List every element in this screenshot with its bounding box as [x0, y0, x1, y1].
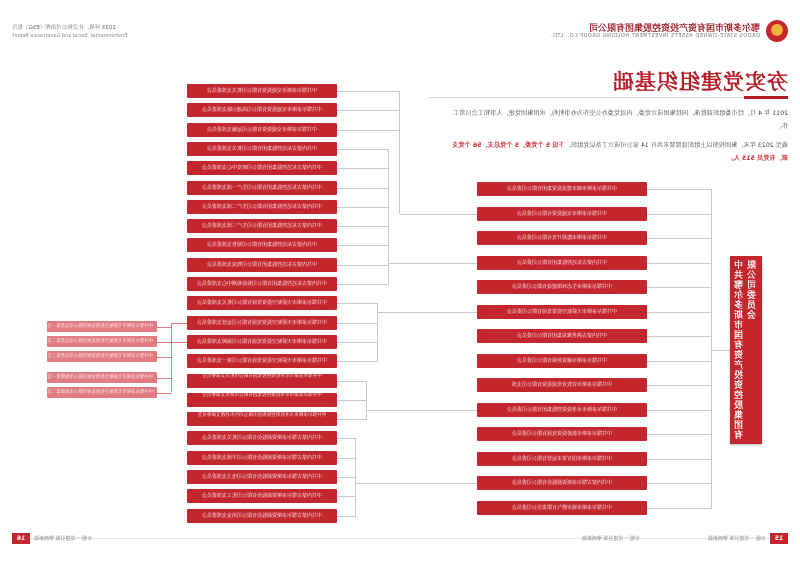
- connector-line: [337, 207, 389, 208]
- connector-line: [378, 312, 477, 313]
- connector-line: [647, 483, 712, 484]
- connector-line: [367, 410, 477, 411]
- stats-paragraph: [448, 139, 788, 165]
- connector-line: [171, 342, 172, 393]
- connector-line: [157, 342, 172, 343]
- connector-line: [389, 263, 477, 264]
- footer-divider: [12, 538, 788, 539]
- org-node-level2: 中共内蒙古东达控股集团有限公司研发中心支部委员会: [187, 161, 337, 175]
- report-title-english: Environmental, Social and Governance Report: [12, 33, 128, 39]
- intro-paragraph: 2011 年 4 月，经市委组织部批准，国投集团成立党委，内设党委办公室作为办事机构，承担集团党建、人事和工会日常工作。: [453, 110, 788, 130]
- stats-text: 截至 2023 年末，集团按照以上组织设置要求共有 14 家公司成立了基层党组织，: [564, 142, 788, 149]
- connector-line: [337, 323, 378, 324]
- connector-line: [337, 168, 389, 169]
- connector-line: [400, 214, 477, 215]
- connector-line: [157, 327, 172, 328]
- org-node-level2: 中共鄂尔多斯市天骄航空投资发展有限公司第一支部委员会: [187, 354, 337, 368]
- connector-line: [377, 303, 378, 361]
- org-node-level1: 中共鄂尔多斯市交通投资有限公司委员会: [477, 207, 647, 221]
- connector-line: [647, 312, 712, 313]
- connector-line: [647, 263, 712, 264]
- connector-line: [647, 287, 712, 288]
- connector-line: [337, 516, 356, 517]
- org-node-level1: 中共鄂尔多斯市生态环境建设有限公司委员会: [477, 280, 647, 294]
- connector-line: [337, 438, 356, 439]
- connector-line: [337, 342, 378, 343]
- org-node-level1: 中共鄂尔多斯市城市建设投资集团有限公司委员会: [477, 182, 647, 196]
- connector-line: [337, 477, 356, 478]
- connector-line: [337, 400, 367, 401]
- org-node-level2: 中共鄂尔多斯市交通投资有限公司高速公路支部委员会: [187, 103, 337, 117]
- org-node-level2: 中共内蒙古鄂尔多斯资源股份有限公司冶金支部委员会: [187, 509, 337, 523]
- org-node-level2: 中共鄂尔多斯市水务投资控股集团有限公司供水支部委员会: [187, 393, 337, 407]
- connector-line: [337, 110, 400, 111]
- stats-highlight: 下设 5 个党委，5 个党总支，56 个党支部，有党员 515 人。: [452, 142, 788, 162]
- connector-line: [647, 385, 712, 386]
- connector-line: [337, 149, 389, 150]
- org-node-level3: 中共鄂尔多斯市天骄航空投资发展有限公司保障第一支部委员会: [47, 372, 157, 383]
- connector-line: [647, 508, 712, 509]
- company-logo-icon: [766, 20, 788, 42]
- connector-line: [647, 214, 712, 215]
- connector-line: [337, 458, 356, 459]
- org-node-level2: 中共内蒙古东达控股集团有限公司生产二部支部委员会: [187, 200, 337, 214]
- org-node-level2: 中共内蒙古东达控股集团有限公司机关支部委员会: [187, 142, 337, 156]
- connector-line: [157, 357, 172, 358]
- footer-section-label-mid: 专题一 党建引领 擘画新篇: [581, 536, 640, 542]
- connector-line: [337, 303, 378, 304]
- connector-line: [647, 459, 712, 460]
- connector-line: [337, 265, 389, 266]
- connector-line: [337, 419, 367, 420]
- org-node-level3: 中共鄂尔多斯市天骄航空投资发展有限公司保障第二支部委员会: [47, 387, 157, 398]
- page-number-right: 16: [12, 533, 30, 544]
- connector-line: [647, 189, 712, 190]
- org-node-level1: 中共鄂尔多斯市农牧业发展投资有限公司支部: [477, 378, 647, 392]
- org-node-level3: 中共鄂尔多斯市天骄航空投资发展有限公司运营第二支部委员会: [47, 336, 157, 347]
- connector-line: [337, 245, 389, 246]
- org-node-level1: 中共鄂尔多斯市能源开发有限公司委员会: [477, 231, 647, 245]
- connector-line: [647, 238, 712, 239]
- org-node-level2: 中共鄂尔多斯市水务投资控股集团有限公司机关支部委员会: [187, 374, 337, 388]
- company-english-name: ORDOS STATE-OWNED ASSETS INVESTMENT HOLDING GROUP CO., LTD.: [550, 33, 760, 39]
- org-node-level2: 中共内蒙古鄂尔多斯资源股份有限公司羊绒支部委员会: [187, 451, 337, 465]
- connector-line: [712, 350, 730, 351]
- org-node-level1: 中共内蒙古鄂尔多斯资源股份有限公司委员会: [477, 476, 647, 490]
- connector-line: [157, 393, 172, 394]
- title-accent-bar: [744, 96, 788, 99]
- org-node-level2: 中共鄂尔多斯市天骄航空投资发展有限公司保障支部委员会: [187, 335, 337, 349]
- org-node-level2: 中共内蒙古东达控股集团有限公司生产一部支部委员会: [187, 181, 337, 195]
- org-node-level2: 中共内蒙古东达控股集团有限公司检验检测中心支部委员会: [187, 277, 337, 291]
- connector-line: [337, 361, 378, 362]
- org-node-level2: 中共鄂尔多斯市天骄航空投资发展有限公司运营支部委员会: [187, 316, 337, 330]
- title-divider: [428, 97, 788, 98]
- page-number-left: 15: [770, 533, 788, 544]
- org-node-level2: 中共内蒙古鄂尔多斯资源股份有限公司机关支部委员会: [187, 431, 337, 445]
- connector-line: [647, 336, 712, 337]
- org-node-level3: 中共鄂尔多斯市天骄航空投资发展有限公司运营第一支部委员会: [47, 321, 157, 332]
- org-node-level1: 中共鄂尔多斯市旅游投资发展有限公司委员会: [477, 427, 647, 441]
- org-node-level2: 中共内蒙古鄂尔多斯资源股份有限公司电力支部委员会: [187, 470, 337, 484]
- company-name: 鄂尔多斯市国有资产投资控股集团有限公司: [588, 24, 760, 34]
- section-title: 夯实党建组织基础: [612, 70, 788, 94]
- org-node-level2: 中共鄂尔多斯市水务投资控股集团有限公司污水处理支部委员会: [187, 412, 337, 426]
- footer-section-label-right: 专题一 党建引领 擘画新篇: [34, 536, 93, 542]
- connector-line: [337, 381, 367, 382]
- connector-line: [337, 130, 400, 131]
- footer-section-label-left: 专题一 党建引领 擘画新篇: [707, 536, 766, 542]
- report-title: 2023 环境、社会和公司治理（ESG）报告: [12, 25, 116, 31]
- connector-line: [711, 189, 712, 508]
- org-node-level1: 中共鄂尔多斯市融资担保有限公司委员会: [477, 354, 647, 368]
- org-node-level2: 中共鄂尔多斯市交通投资有限公司运输支部委员会: [187, 123, 337, 137]
- org-node-level1: 中共鄂尔多斯市水务投资控股集团有限公司委员会: [477, 403, 647, 417]
- connector-line: [337, 496, 356, 497]
- org-node-level2: 中共内蒙古东达控股集团有限公司销售支部委员会: [187, 238, 337, 252]
- connector-line: [356, 483, 477, 484]
- org-node-level1: 中共内蒙古满世煤炭集团有限公司委员会: [477, 329, 647, 343]
- org-node-level3: 中共鄂尔多斯市天骄航空投资发展有限公司运营第三支部委员会: [47, 351, 157, 362]
- connector-line: [337, 188, 389, 189]
- org-node-level2: 中共鄂尔多斯市天骄航空投资发展有限公司机关支部委员会: [187, 296, 337, 310]
- connector-line: [157, 378, 172, 379]
- org-node-level1: 中共鄂尔多斯市城市燃气有限责任公司委员会: [477, 501, 647, 515]
- connector-line: [647, 410, 712, 411]
- connector-line: [172, 323, 187, 324]
- org-node-level1: 中共鄂尔多斯市天骄航空投资发展有限公司委员会: [477, 305, 647, 319]
- connector-line: [337, 284, 389, 285]
- org-node-level2: 中共鄂尔多斯市交通投资有限公司机关支部委员会: [187, 84, 337, 98]
- connector-line: [647, 434, 712, 435]
- connector-line: [647, 361, 712, 362]
- org-root-node: 中共鄂尔多斯市国有资产投资控股集团有限公司委员会: [730, 256, 762, 444]
- org-node-level1: 中共鄂尔多斯市国有资本运营有限公司委员会: [477, 452, 647, 466]
- org-node-level2: 中共内蒙古东达控股集团有限公司生产三部支部委员会: [187, 219, 337, 233]
- org-node-level2: 中共内蒙古东达控股集团有限公司物流支部委员会: [187, 258, 337, 272]
- connector-line: [337, 226, 389, 227]
- org-node-level1: 中共内蒙古东达控股集团有限公司委员会: [477, 256, 647, 270]
- org-node-level2: 中共内蒙古鄂尔多斯资源股份有限公司化工支部委员会: [187, 489, 337, 503]
- connector-line: [337, 91, 400, 92]
- connector-line: [172, 342, 187, 343]
